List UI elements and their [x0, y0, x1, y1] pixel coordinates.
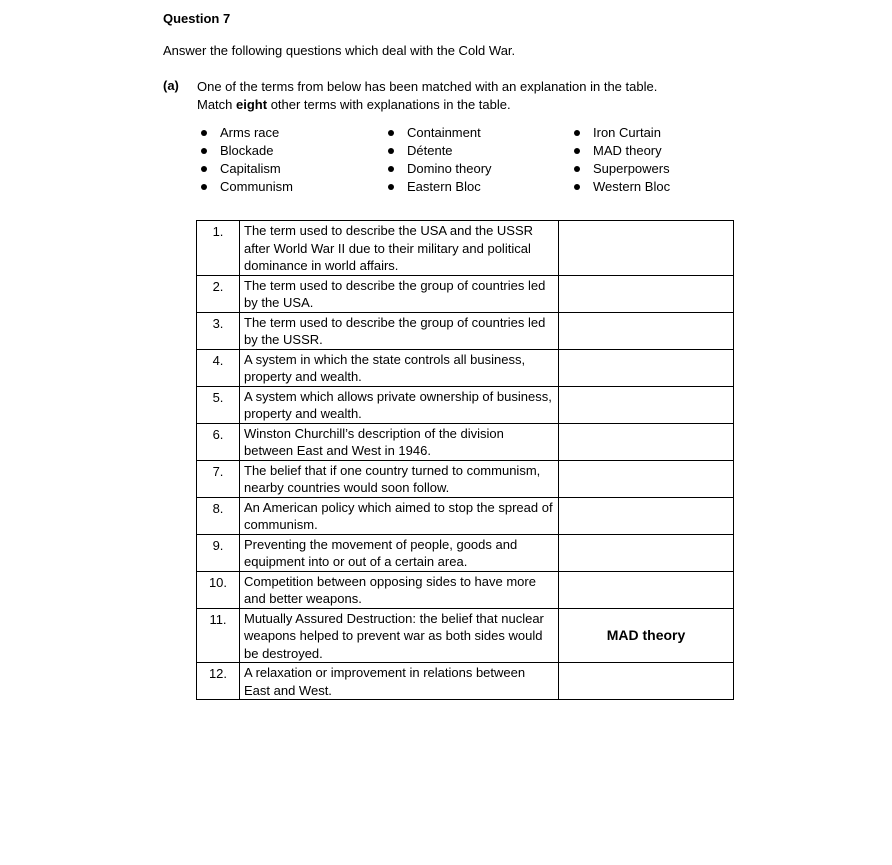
table-row: [197, 460, 734, 497]
table-row: [197, 423, 734, 460]
table-row: [197, 386, 734, 423]
answer-cell[interactable]: [559, 221, 734, 276]
answer-cell[interactable]: [559, 312, 734, 349]
row-number: 10.: [197, 571, 240, 608]
answer-cell[interactable]: [559, 663, 734, 700]
term-item: Blockade: [199, 142, 293, 160]
row-explanation: A system in which the state controls all business, property and wealth.: [240, 349, 559, 386]
row-number: 9.: [197, 534, 240, 571]
emphasis-eight: eight: [236, 97, 268, 112]
table-row: [197, 349, 734, 386]
row-explanation: A system which allows private ownership of business, property and wealth.: [240, 386, 559, 423]
table-row: [197, 221, 734, 276]
instruction-line-1: One of the terms from below has been matched with an explanation in the table.: [197, 79, 658, 94]
row-explanation: The term used to describe the group of countries led by the USSR.: [240, 312, 559, 349]
answer-cell[interactable]: [559, 349, 734, 386]
instruction-line-2: Match eight other terms with explanations in the table.: [197, 97, 511, 112]
row-number: 5.: [197, 386, 240, 423]
term-item: Western Bloc: [572, 178, 670, 196]
row-explanation: Preventing the movement of people, goods and equipment into or out of a certain area.: [240, 534, 559, 571]
table-row: [197, 534, 734, 571]
table-row: [197, 312, 734, 349]
term-item: Containment: [386, 124, 492, 142]
answer-cell[interactable]: [559, 275, 734, 312]
term-list-column-2: [386, 124, 492, 196]
answer-cell[interactable]: [559, 423, 734, 460]
term-item: Eastern Bloc: [386, 178, 492, 196]
row-explanation: The term used to describe the group of countries led by the USA.: [240, 275, 559, 312]
row-explanation: The belief that if one country turned to communism, nearby countries would soon follow.: [240, 460, 559, 497]
row-explanation: The term used to describe the USA and the USSR after World War II due to their military and political dominance in world affairs.: [240, 221, 559, 276]
part-label: (a): [163, 78, 179, 93]
term-item: Domino theory: [386, 160, 492, 178]
term-list-column-1: [199, 124, 293, 196]
row-number: 4.: [197, 349, 240, 386]
term-item: Capitalism: [199, 160, 293, 178]
answer-cell-filled[interactable]: MAD theory: [559, 608, 734, 663]
row-number: 1.: [197, 221, 240, 276]
question-title: Question 7: [163, 11, 231, 26]
row-explanation: An American policy which aimed to stop the spread of communism.: [240, 497, 559, 534]
term-list-column-3: [572, 124, 670, 196]
term-item: Iron Curtain: [572, 124, 670, 142]
part-instructions: [197, 78, 657, 114]
table-row: [197, 497, 734, 534]
answer-cell[interactable]: [559, 497, 734, 534]
row-number: 8.: [197, 497, 240, 534]
table-row: [197, 663, 734, 700]
row-number: 6.: [197, 423, 240, 460]
table-row: [197, 608, 734, 663]
matching-table: [196, 220, 734, 700]
row-number: 7.: [197, 460, 240, 497]
row-explanation: A relaxation or improvement in relations between East and West.: [240, 663, 559, 700]
row-explanation: Winston Churchill’s description of the division between East and West in 1946.: [240, 423, 559, 460]
row-number: 3.: [197, 312, 240, 349]
answer-cell[interactable]: [559, 460, 734, 497]
question-intro: Answer the following questions which deal with the Cold War.: [163, 43, 516, 58]
row-explanation: Competition between opposing sides to have more and better weapons.: [240, 571, 559, 608]
term-item: MAD theory: [572, 142, 670, 160]
answer-cell[interactable]: [559, 571, 734, 608]
term-item: Détente: [386, 142, 492, 160]
row-number: 11.: [197, 608, 240, 663]
table-row: [197, 571, 734, 608]
row-number: 12.: [197, 663, 240, 700]
answer-cell[interactable]: [559, 386, 734, 423]
term-item: Arms race: [199, 124, 293, 142]
term-item: Superpowers: [572, 160, 670, 178]
row-explanation: Mutually Assured Destruction: the belief that nuclear weapons helped to prevent war as both sides would be destroyed.: [240, 608, 559, 663]
term-item: Communism: [199, 178, 293, 196]
table-row: [197, 275, 734, 312]
row-number: 2.: [197, 275, 240, 312]
answer-cell[interactable]: [559, 534, 734, 571]
